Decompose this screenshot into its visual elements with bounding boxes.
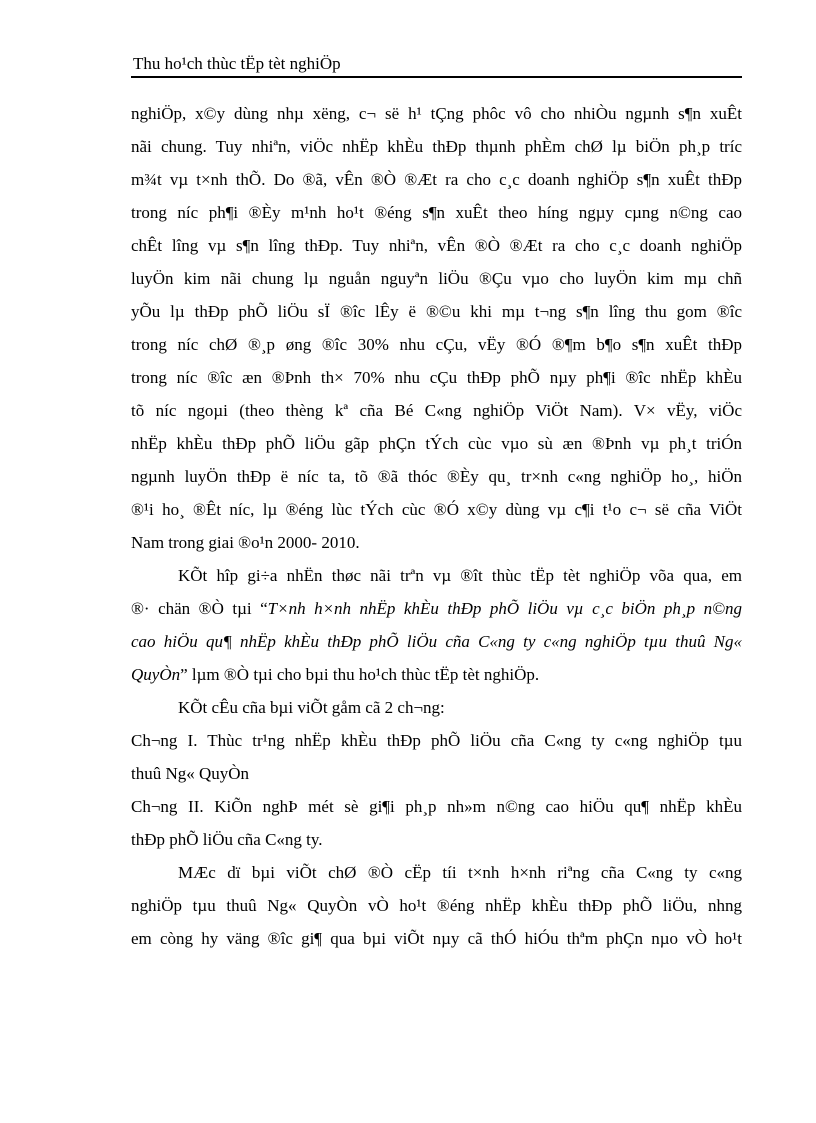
text-line: nãi chung. Tuy nhiªn, viÖc nhËp khÈu thÐp thµnh phÈm chØ lµ biÖn ph¸p tríc: [131, 137, 742, 156]
topic-line-end: [131, 658, 742, 691]
text-line: m¾t vµ t×nh thÕ. Do ®ã, vÊn ®Ò ®Æt ra cho c¸c doanh nghiÖp s¶n xuÊt thÐp: [131, 170, 742, 189]
chapter-2-line: Ch¬ng II. KiÕn nghÞ mét sè gi¶i ph¸p nh»m n©ng cao hiÖu qu¶ nhËp khÈu: [131, 797, 742, 816]
header-rule: [131, 76, 742, 78]
closing-paragraph-line: nghiÖp tµu thuû Ng« QuyÒn vÒ ho¹t ®éng nhËp khÈu thÐp phÕ liÖu, nhng: [131, 896, 742, 915]
text-line: trong níc chØ ®¸p øng ®îc 30% nhu cÇu, vËy ®Ó ®¶m b¶o s¶n xuÊt thÐp: [131, 335, 742, 354]
topic-line: [131, 592, 742, 625]
closing-paragraph-line: MÆc dï bµi viÕt chØ ®Ò cËp tíi t×nh h×nh riªng cña C«ng ty c«ng: [178, 863, 742, 882]
text-line: luyÖn kim nãi chung lµ nguån nguyªn liÖu ®Çu vµo cho luyÖn kim mµ chñ: [131, 269, 742, 288]
topic-title-end: QuyÒn: [131, 665, 181, 684]
text-line: chÊt lîng vµ s¶n lîng thÐp. Tuy nhiªn, vÊn ®Ò ®Æt ra cho c¸c doanh nghiÖp: [131, 236, 742, 255]
running-header: Thu ho¹ch thùc tËp tèt nghiÖp: [133, 54, 341, 73]
text-line: nghiÖp, x©y dùng nhµ xëng, c¬ së h¹ tÇng phôc vô cho nhiÒu ngµnh s¶n xuÊt: [131, 104, 742, 123]
text-line: ngµnh luyÖn thÐp ë níc ta, tõ ®ã thóc ®Èy qu¸ tr×nh c«ng nghiÖp ho¸, hiÖn: [131, 467, 742, 486]
chapter-2-line: thÐp phÕ liÖu cña C«ng ty.: [131, 830, 323, 849]
closing-paragraph-line: em còng hy väng ®îc gi¶ qua bµi viÕt nµy cã thÓ hiÓu thªm phÇn nµo vÒ ho¹t: [131, 929, 742, 948]
text-line: yÕu lµ thÐp phÕ liÖu sÏ ®îc lÊy ë ®©u khi mµ t¬ng s¶n lîng thu gom ®îc: [131, 302, 742, 321]
text-line: nhËp khÈu thÐp phÕ liÖu gãp phÇn tÝch cùc vµo sù æn ®Þnh vµ ph¸t triÓn: [131, 434, 742, 453]
text-line: trong níc ®îc æn ®Þnh th× 70% nhu cÇu thÐp phÕ nµy ph¶i ®îc nhËp khÈu: [131, 368, 742, 387]
body-text: [131, 97, 742, 955]
topic-title-line: cao hiÖu qu¶ nhËp khÈu thÐp phÕ liÖu cña C«ng ty c«ng nghiÖp tµu thuû Ng«: [131, 632, 742, 651]
structure-intro: KÕt cÊu cña bµi viÕt gåm cã 2 ch¬ng:: [178, 698, 445, 717]
text-line: trong níc ph¶i ®Èy m¹nh ho¹t ®éng s¶n xuÊt theo híng ngµy cµng n©ng cao: [131, 203, 742, 222]
chapter-1-line: Ch¬ng I. Thùc tr¹ng nhËp khÈu thÐp phÕ liÖu cña C«ng ty c«ng nghiÖp tµu: [131, 731, 742, 750]
topic-suffix: ” lµm ®Ò tµi cho bµi thu ho¹ch thùc tËp tèt nghiÖp.: [180, 665, 540, 684]
paragraph-intro-line: KÕt hîp gi÷a nhËn thøc nãi trªn vµ ®ît thùc tËp tèt nghiÖp võa qua, em: [178, 566, 742, 585]
text-line: Nam trong giai ®o¹n 2000- 2010.: [131, 533, 360, 552]
topic-prefix: ®· chän ®Ò tµi “: [131, 599, 268, 618]
chapter-1-line: thuû Ng« QuyÒn: [131, 764, 250, 783]
text-line: tõ níc ngoµi (theo thèng kª cña Bé C«ng nghiÖp ViÖt Nam). V× vËy, viÖc: [131, 401, 742, 420]
topic-title-part: T×nh h×nh nhËp khÈu thÐp phÕ liÖu vµ c¸c biÖn ph¸p n©ng: [267, 599, 742, 618]
text-line: ®¹i ho¸ ®Êt níc, lµ ®éng lùc tÝch cùc ®Ó x©y dùng vµ c¶i t¹o c¬ së cña ViÖt: [131, 500, 742, 519]
